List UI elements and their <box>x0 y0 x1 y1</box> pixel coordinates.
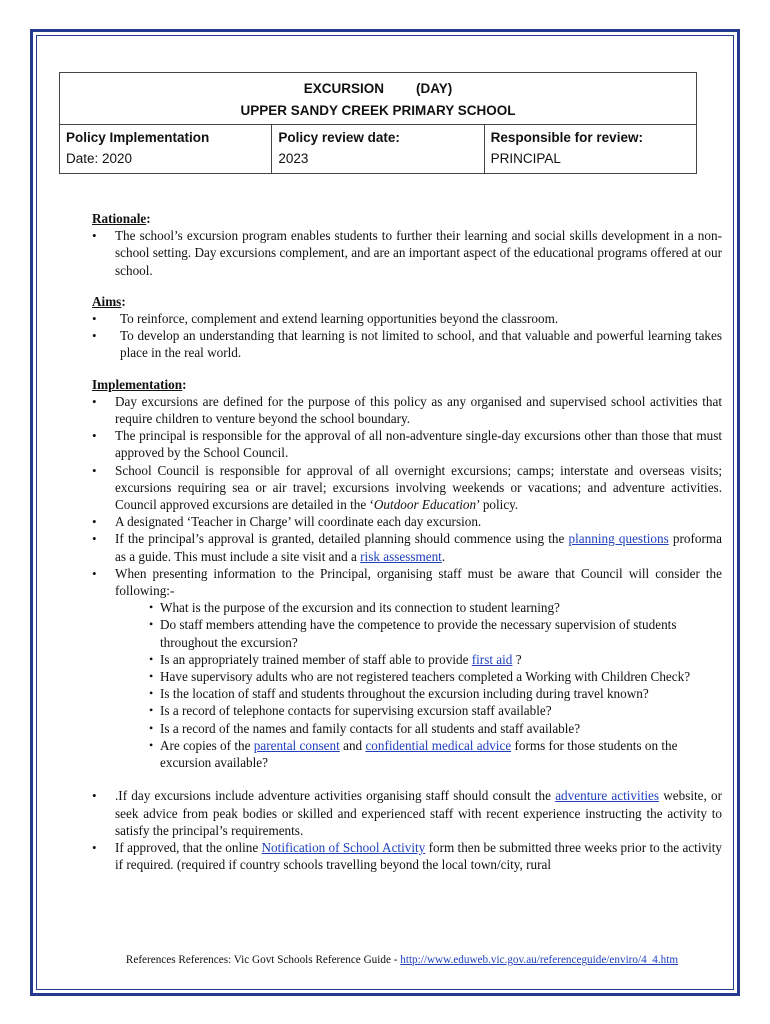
implementation-item <box>92 787 722 839</box>
item-text: When presenting information to the Principal, organising staff must be aware that Council will consider the following:- <box>115 565 722 599</box>
consideration-item: • Is a record of telephone contacts for supervising excursion staff available? <box>115 702 722 719</box>
item-text: forms for those students on the excursion available? <box>160 737 678 771</box>
header-title: EXCURSION <box>303 81 384 96</box>
header-title-suffix: (DAY) <box>416 81 453 96</box>
implementation-heading: Implementation: <box>92 376 187 392</box>
responsible-label: Responsible for review: <box>490 130 643 145</box>
review-date-label: Policy review date: <box>278 130 400 145</box>
item-text: School Council is responsible for approval of all overnight excursions; camps; interstate and overseas visits; excursions requiring sea or air travel; excursions involving weekends or vacations; and adventure activities. Council approved excursions are detailed in the ‘ <box>115 462 722 513</box>
implementation-item: • A designated ‘Teacher in Charge’ will coordinate each day excursion. <box>92 513 722 530</box>
item-text: Are copies of the <box>160 737 254 753</box>
risk-assessment-link[interactable]: risk assessment <box>360 548 442 564</box>
aims-list <box>92 310 722 362</box>
aims-item: • To develop an understanding that learning is not limited to school, and that valuable and powerful learning takes place in the real world. <box>92 327 722 361</box>
item-text: proforma as a guide. This must include a site visit and a <box>115 531 722 564</box>
rationale-section <box>92 210 722 279</box>
consideration-item: • What is the purpose of the excursion and its connection to student learning? <box>115 599 722 616</box>
page-footer <box>80 954 724 966</box>
reference-guide-link[interactable]: http://www.eduweb.vic.gov.au/referenceguide/enviro/4_4.htm <box>400 954 679 966</box>
item-text: website, or seek advice from peak bodies or skilled and experienced staff with recent experience instructing the activity to satisfy the principal’s requirements. <box>115 788 722 838</box>
confidential-medical-advice-link[interactable]: confidential medical advice <box>365 737 512 753</box>
item-text: . <box>441 548 446 564</box>
item-text: form then be submitted three weeks prior to the activity if required. (required if country schools travelling beyond the local town/city, rural <box>115 839 722 873</box>
rationale-heading: Rationale: <box>92 211 151 226</box>
implementation-item: • Day excursions are defined for the purpose of this policy as any organised and supervised school activities that require children to venture beyond the school boundary. <box>92 393 722 427</box>
implementation-item <box>92 462 722 514</box>
responsible-value: PRINCIPAL <box>490 151 561 166</box>
header-title-line <box>60 73 696 100</box>
item-text: Is an appropriately trained member of staff able to provide <box>160 651 472 667</box>
consideration-item: • Is the location of staff and students throughout the excursion including during travel known? <box>115 685 722 702</box>
review-date-value: 2023 <box>278 151 309 166</box>
consideration-item: • Is a record of the names and family contacts for all students and staff available? <box>115 720 722 737</box>
adventure-activities-link[interactable]: adventure activities <box>555 788 660 804</box>
item-text: ’ policy. <box>476 497 519 513</box>
first-aid-link[interactable]: first aid <box>471 651 513 667</box>
implementation-section <box>92 376 722 874</box>
header-cell-implementation <box>60 125 272 173</box>
rationale-heading-text: Rationale <box>92 211 147 226</box>
item-text: ? <box>512 651 522 667</box>
planning-questions-link[interactable]: planning questions <box>568 531 669 547</box>
item-text: .If day excursions include adventure activities organising staff should consult the <box>115 788 556 804</box>
aims-heading-text: Aims <box>92 293 122 309</box>
council-considerations-list <box>115 599 722 771</box>
aims-item: • To reinforce, complement and extend learning opportunities beyond the classroom. <box>92 310 722 327</box>
item-text: If the principal’s approval is granted, detailed planning should commence using the <box>115 531 569 547</box>
header-cell-responsible <box>485 125 696 173</box>
consideration-item: • Have supervisory adults who are not registered teachers completed a Working with Children Check? <box>115 668 722 685</box>
implementation-list <box>92 393 722 873</box>
school-name: UPPER SANDY CREEK PRIMARY SCHOOL <box>60 100 696 125</box>
implementation-item <box>92 839 722 873</box>
parental-consent-link[interactable]: parental consent <box>253 737 340 753</box>
policy-body <box>92 210 722 887</box>
consideration-item <box>115 737 722 771</box>
aims-heading: Aims: <box>92 293 126 309</box>
aims-section <box>92 293 722 362</box>
implementation-label: Policy Implementation <box>66 130 210 145</box>
header-info-row <box>60 125 696 173</box>
policy-header-table <box>59 72 697 174</box>
header-cell-review-date <box>272 125 484 173</box>
implementation-item <box>92 530 722 564</box>
item-text: and <box>339 737 366 753</box>
rationale-item: • The school’s excursion program enables students to further their learning and social skills development in a non-school setting. Day excursions complement, and are an important aspect of the educational programs offered at our school. <box>92 227 722 279</box>
consideration-item <box>115 651 722 668</box>
implementation-date: Date: 2020 <box>66 151 133 166</box>
consideration-item: • Do staff members attending have the competence to provide the necessary supervision of students throughout the excursion? <box>115 616 722 650</box>
implementation-item <box>92 565 722 771</box>
outdoor-education-policy-name: Outdoor Education <box>373 497 477 513</box>
rationale-list <box>92 227 722 279</box>
notification-of-school-activity-link[interactable]: Notification of School Activity <box>261 839 426 855</box>
item-text: If approved, that the online <box>115 839 262 855</box>
footer-text: References References: Vic Govt Schools Reference Guide - <box>125 954 401 966</box>
implementation-item: • The principal is responsible for the approval of all non-adventure single-day excursions other than those that must approved by the School Council. <box>92 427 722 461</box>
implementation-heading-text: Implementation <box>92 376 183 392</box>
